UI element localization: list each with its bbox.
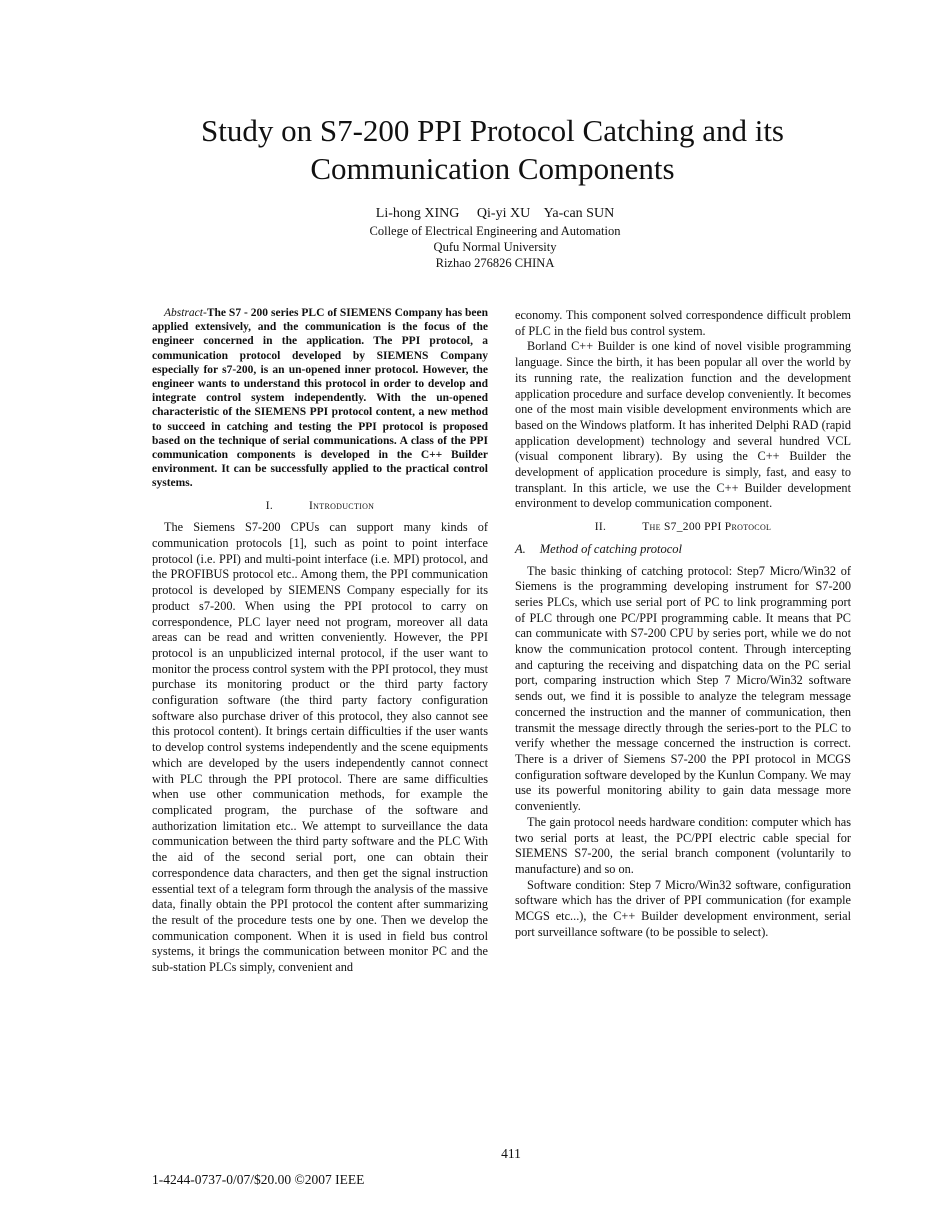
section-number: II. [594,521,607,534]
abstract-text: The S7 - 200 series PLC of SIEMENS Company has been applied extensively, and the communication is the focus of the engineer concerned in the application. The PPI protocol, a communication protocol developed by SIEMENS Company especially for s7-200, is an un-opened inner protocol. However, the engineer wants to understand this protocol in order to develop and integrate control system independently. With the un-opened characteristic of the SIEMENS PPI protocol content, a new method to succeed in catching and testing the PPI protocol is proposed based on the technique of serial communications. A class of the PPI communication components is developed in the C++ Builder environment. It can be successfully applied to the practical control systems. [152,307,488,490]
section-heading [152,499,488,515]
paragraph: Borland C++ Builder is one kind of novel visible programming language. Since the birth, it has been popular all over the world by its running rate, the realization function and the development application procedure and surface develop conveniently. It becomes one of the most main visible development environments which are based on the Windows platform. It has inherited Delphi RAD (rapid application development) technology and several hundred VCL (visual component library). By using the C++ Builder the development of application procedure is simply, fast, and easy to transplant. In this article, we use the C++ Builder development environment to develop communication component. [515,339,851,511]
affiliation-line: Qufu Normal University [433,240,557,254]
paragraph: The gain protocol needs hardware condition: computer which has two serial ports at least, the PC/PPI electric cable special for SIEMENS S7-200, the serial branch component (voluntarily to manufacture) and so on. [515,814,851,876]
subsection-title: Method of catching protocol [539,541,682,556]
affiliation-line: Rizhao 276826 CHINA [435,256,555,270]
paper-title [120,112,865,188]
copyright-footer: 1-4244-0737-0/07/$20.00 ©2007 IEEE [152,1172,365,1187]
section-title: The S7_200 PPI Protocol [642,521,772,534]
abstract-label: Abstract- [164,307,207,319]
section-title: Introduction [309,499,375,512]
page-number: 411 [501,1146,521,1161]
paper-title-line2: Communication Components [310,151,675,186]
author-name: Qi-yi XU [476,206,531,221]
abstract [152,306,488,491]
paragraph: economy. This component solved correspondence difficult problem of PLC in the field bus control system. [515,308,851,338]
paragraph: The basic thinking of catching protocol: Step7 Micro/Win32 of Siemens is the programming developing instrument for S7-200 series PLCs, which use serial port of PC to link programming port of PLC through one PC/PPI programming cable. It means that PC can communicate with S7-200 CPU by series port, while we do not know the communication protocol content. Through intercepting and capturing the receiving and dispatching data on the PC serial port, comparing instruction which Step 7 Micro/Win32 software sends out, we find it is possible to analyze the telegram message concerned the instruction and the manner of communication, then transmit the message directly through the series-port to the PLC to verify whether the message concerned the instruction is correct. There is a driver of Siemens S7-200 the PPI protocol in MCGS configuration software developed by the Kunlun Company. We may use its powerful monitoring ability to gain data message more conveniently. [515,563,851,814]
subsection-number: A. [515,541,526,556]
author-list [150,206,840,222]
author-name: Li-hong XING [375,206,460,221]
paragraph: Software condition: Step 7 Micro/Win32 software, configuration software which has the driver of PPI communication (for example MCGS etc...), the C++ Builder development environment, serial port surveillance software (to be possible to select). [515,877,851,939]
paper-title-line1: Study on S7-200 PPI Protocol Catching and its [201,113,784,148]
subsection-heading [515,542,851,558]
section-number: I. [265,499,274,512]
affiliation-line: College of Electrical Engineering and Automation [369,224,621,238]
paragraph: The Siemens S7-200 CPUs can support many kinds of communication protocols [1], such as point to point interface protocol (i.e. PPI) and multi-point interface (i.e. MPI) protocol, and the PROFIBUS protocol etc.. Among them, the PPI communication protocol is developed by SIEMENS Company especially for its product s7-200. When using the PPI protocol to carry on correspondence, PLC layer need not program, moreover all data areas can be read and written conveniently. However, the PPI protocol is an unpublicized internal protocol, if the user want to monitor the process control system with the PPI protocol, they must purchase its monitoring product or the third party factory configuration software (the third party factory configuration software also purchase driver of this protocol, they also cannot see this protocol content). It brings certain difficulties if the user wants to develop control systems independently and the scene equipments which are developed by the users independently cannot connect with PLC through the PPI protocol. There are same difficulties when use other communication methods, for example the complicated program, the purchase of the software and authorization limitation etc.. We attempt to surveillance the data communication between the third party software and the PLC With the aid of the second serial port, one can obtain their correspondence data characters, and then get the signal instruction essential text of a telegram form through the analysis of the massive data, finally obtain the PPI protocol the content after summarizing the result of the procedure tests one by one. Then we develop the communication component. When it is used in field bus control systems, it brings the communication between monitor PC and the sub-station PLCs simply, convenient and [152,520,488,975]
section-heading [515,520,851,536]
left-column [152,306,488,976]
right-column [515,308,851,940]
author-name: Ya-can SUN [543,206,615,221]
